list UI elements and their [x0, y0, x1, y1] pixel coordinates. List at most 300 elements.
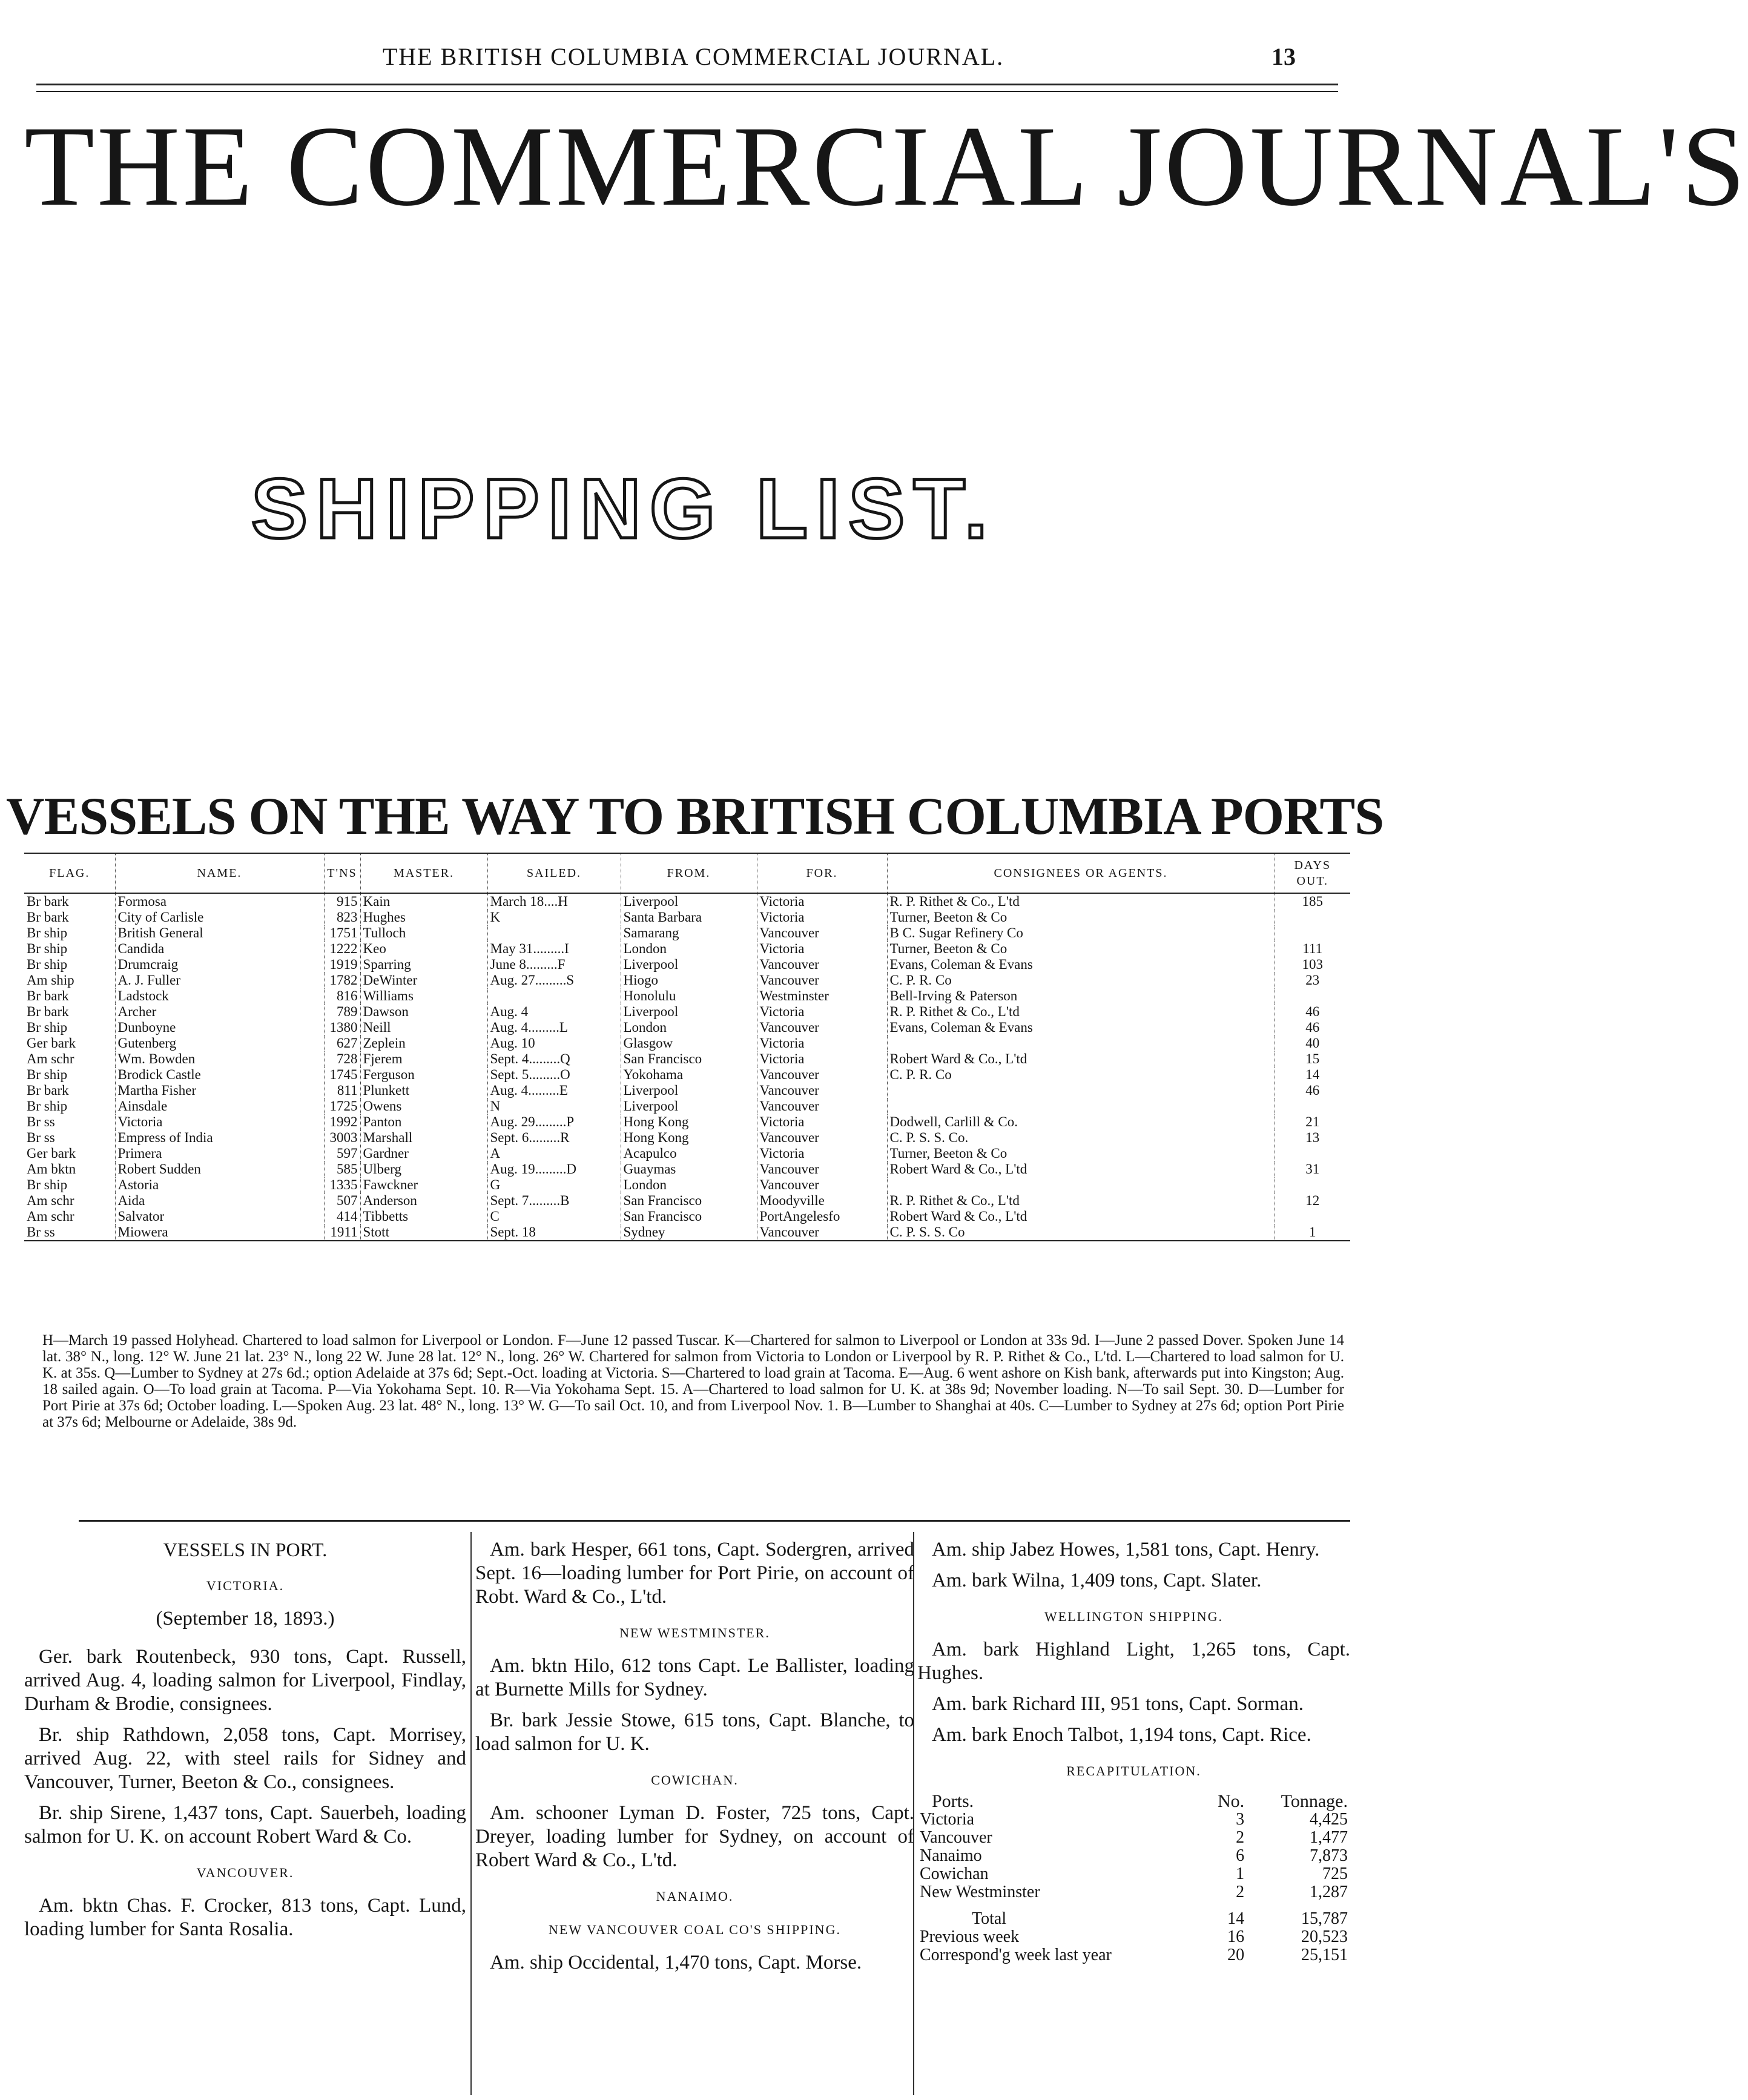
- vessel-master: Zeplein: [360, 1035, 487, 1051]
- vessel-from: Glasgow: [621, 1035, 757, 1051]
- recap-port: Vancouver: [920, 1828, 992, 1847]
- vessel-agents: Robert Ward & Co., L'td: [887, 1209, 1275, 1224]
- header-sailed: SAILED.: [487, 853, 621, 893]
- vessel-name: Brodick Castle: [115, 1067, 324, 1083]
- subhead-victoria: VICTORIA.: [206, 1578, 285, 1593]
- vessel-tons: 597: [324, 1146, 360, 1161]
- subhead-new-westminster: NEW WESTMINSTER.: [619, 1625, 770, 1640]
- vessel-name: Ladstock: [115, 988, 324, 1004]
- vessel-days-out: 46: [1275, 1004, 1350, 1020]
- vessel-name: Martha Fisher: [115, 1083, 324, 1098]
- vessel-from: Liverpool: [621, 1098, 757, 1114]
- vessel-agents: Robert Ward & Co., L'td: [887, 1161, 1275, 1177]
- recap-no: 20: [1227, 1946, 1245, 1964]
- vessel-notes: H—March 19 passed Holyhead. Chartered to load salmon for Liverpool or London. F—June 12 passed Tuscar. K—Chartered for salmon to Liverpool or London at 33s 9d. I—June 2 passed Dover. Spoken June 14 lat. 38° N., long. 12° W. June 21 lat. 23° N., long 22 W. June 28 lat. 12° N., long. 26° W. Chartered for salmon from Victoria to London or Liverpool by R. P. Rithet & Co., L'td. L—Chartered to load salmon for U. K. at 35s. Q—Lumber to Sydney at 27s 6d.; option Adelaide at 37s 6d; Sept.-Oct. loading at Victoria. S—Chartered to load grain at Tacoma. E—Aug. 6 went ashore on Kish bank, afterwards put into Kingston; Aug. 18 sailed again. O—To load grain at Tacoma. P—Via Yokohama Sept. 10. R—Via Yokohama Sept. 15. A—Chartered to load salmon for U. K. at 38s 9d; November loading. N—To sail Sept. 30. D—Lumber for Port Pirie at 37s 6d; October loading. L—Spoken Aug. 23 lat. 48° N., long. 13° W. G—To sail Oct. 10, and from Liverpool Nov. 1. B—Lumber to Shanghai at 40s. C—Lumber to Sydney at 27s 6d; option Port Pirie at 37s 6d; Melbourne or Adelaide, 38s 9d.: [42, 1332, 1344, 1430]
- vessel-master: Neill: [360, 1020, 487, 1035]
- vessel-flag: Br bark: [27, 1004, 69, 1019]
- vessel-master: Marshall: [360, 1130, 487, 1146]
- vessel-flag: Br bark: [27, 910, 69, 925]
- vessel-from: London: [621, 1020, 757, 1035]
- vessel-from: San Francisco: [621, 1209, 757, 1224]
- paragraph: Am. bark Enoch Talbot, 1,194 tons, Capt. Rice.: [932, 1724, 1311, 1746]
- column-three: [917, 1538, 1350, 1964]
- vessel-name: Robert Sudden: [115, 1161, 324, 1177]
- recap-tonnage: 20,523: [1301, 1927, 1348, 1946]
- recap-tonnage: 1,287: [1310, 1883, 1348, 1901]
- vessel-from: San Francisco: [621, 1051, 757, 1067]
- vessel-tons: 915: [324, 893, 360, 910]
- vessel-tons: 811: [324, 1083, 360, 1098]
- vessel-master: Plunkett: [360, 1083, 487, 1098]
- subhead-nanaimo: NANAIMO.: [656, 1889, 734, 1904]
- header-tons: T'NS: [324, 853, 360, 893]
- columns-rule-top: [79, 1520, 1350, 1522]
- vessel-agents: C. P. S. S. Co: [887, 1224, 1275, 1241]
- vessel-flag: Br ship: [27, 957, 68, 972]
- table-row: [24, 1035, 1350, 1051]
- vessel-flag: Ger bark: [27, 1035, 76, 1051]
- table-row: [24, 1067, 1350, 1083]
- vessel-name: Aida: [115, 1193, 324, 1209]
- vessel-name: Formosa: [115, 893, 324, 910]
- vessel-agents: C. P. R. Co: [887, 972, 1275, 988]
- vessel-master: Stott: [360, 1224, 487, 1241]
- vessel-from: Liverpool: [621, 1083, 757, 1098]
- vessel-tons: 1992: [324, 1114, 360, 1130]
- masthead: THE COMMERCIAL JOURNAL'S: [24, 103, 1748, 230]
- vessel-master: Tibbetts: [360, 1209, 487, 1224]
- vessel-agents: B C. Sugar Refinery Co: [887, 925, 1275, 941]
- vessel-days-out: 12: [1275, 1193, 1350, 1209]
- vessel-master: Gardner: [360, 1146, 487, 1161]
- vessel-tons: 728: [324, 1051, 360, 1067]
- vessel-from: Guaymas: [621, 1161, 757, 1177]
- table-row: [24, 1020, 1350, 1035]
- vessel-flag: Am schr: [27, 1209, 74, 1224]
- table-row: [24, 1224, 1350, 1241]
- subhead-coal-co-shipping: NEW VANCOUVER COAL CO'S SHIPPING.: [549, 1922, 841, 1937]
- vessel-days-out: 13: [1275, 1130, 1350, 1146]
- vessel-master: Dawson: [360, 1004, 487, 1020]
- vessel-sailed: Sept. 5.........O: [487, 1067, 621, 1083]
- header-for: FOR.: [757, 853, 887, 893]
- recap-port: Previous week: [920, 1927, 1020, 1946]
- vessel-for: Vancouver: [757, 972, 887, 988]
- vessel-tons: 1911: [324, 1224, 360, 1241]
- vessel-days-out: 31: [1275, 1161, 1350, 1177]
- vessel-sailed: [487, 925, 621, 941]
- vessel-tons: 585: [324, 1161, 360, 1177]
- vessel-agents: [887, 1177, 1275, 1193]
- paragraph: Am. ship Jabez Howes, 1,581 tons, Capt. Henry.: [932, 1539, 1320, 1560]
- vessel-days-out: 40: [1275, 1035, 1350, 1051]
- vessel-flag: Ger bark: [27, 1146, 76, 1161]
- vessel-days-out: [1275, 1209, 1350, 1224]
- vessels-table: [24, 853, 1350, 1241]
- shipping-list-title: SHIPPING LIST.: [251, 461, 997, 556]
- vessel-days-out: 46: [1275, 1083, 1350, 1098]
- recap-total-row: [917, 1901, 1350, 1928]
- vessel-name: Wm. Bowden: [115, 1051, 324, 1067]
- header-name: NAME.: [115, 853, 324, 893]
- recap-no: 1: [1236, 1864, 1245, 1883]
- vessel-agents: Robert Ward & Co., L'td: [887, 1051, 1275, 1067]
- vessel-from: Liverpool: [621, 893, 757, 910]
- paragraph: Am. bktn Chas. F. Crocker, 813 tons, Capt. Lund, loading lumber for Santa Rosalia.: [24, 1895, 466, 1940]
- table-row: [24, 1130, 1350, 1146]
- vessel-sailed: Aug. 4.........L: [487, 1020, 621, 1035]
- vessel-tons: 1782: [324, 972, 360, 988]
- paragraph: Am. bark Richard III, 951 tons, Capt. Sorman.: [932, 1693, 1304, 1715]
- recap-row: [917, 1811, 1350, 1829]
- recap-row: [917, 1847, 1350, 1865]
- vessel-agents: [887, 1035, 1275, 1051]
- recap-header-ports: Ports.: [932, 1791, 974, 1811]
- vessel-for: Vancouver: [757, 957, 887, 972]
- vessel-days-out: [1275, 1098, 1350, 1114]
- vessel-agents: Evans, Coleman & Evans: [887, 957, 1275, 972]
- vessel-sailed: March 18....H: [487, 893, 621, 910]
- vessel-master: DeWinter: [360, 972, 487, 988]
- recap-body: [917, 1811, 1350, 1901]
- vessel-name: A. J. Fuller: [115, 972, 324, 988]
- vessel-master: Fjerem: [360, 1051, 487, 1067]
- vessel-for: Vancouver: [757, 1161, 887, 1177]
- vessel-name: British General: [115, 925, 324, 941]
- vessel-sailed: Sept. 4.........Q: [487, 1051, 621, 1067]
- vessel-for: Victoria: [757, 1035, 887, 1051]
- recap-port: Cowichan: [920, 1864, 989, 1883]
- vessel-name: Archer: [115, 1004, 324, 1020]
- table-row: [24, 1114, 1350, 1130]
- paragraph: Am. ship Occidental, 1,470 tons, Capt. Morse.: [490, 1952, 862, 1973]
- header-days: DAYS OUT.: [1275, 853, 1350, 893]
- vessel-for: Vancouver: [757, 1098, 887, 1114]
- subhead-wellington: WELLINGTON SHIPPING.: [1044, 1609, 1224, 1624]
- vessels-heading: VESSELS ON THE WAY TO BRITISH COLUMBIA PORTS: [6, 787, 1384, 846]
- recap-port: New Westminster: [920, 1883, 1040, 1901]
- vessel-from: Sydney: [621, 1224, 757, 1241]
- vessel-from: Honolulu: [621, 988, 757, 1004]
- vessel-master: Owens: [360, 1098, 487, 1114]
- vessel-days-out: 1: [1275, 1224, 1350, 1241]
- vessel-agents: Bell-Irving & Paterson: [887, 988, 1275, 1004]
- recap-no: 2: [1236, 1828, 1245, 1847]
- vessel-agents: Dodwell, Carlill & Co.: [887, 1114, 1275, 1130]
- vessel-flag: Am bktn: [27, 1161, 76, 1177]
- vessel-name: Victoria: [115, 1114, 324, 1130]
- vessel-for: Vancouver: [757, 1067, 887, 1083]
- table-row: [24, 957, 1350, 972]
- vessel-agents: Turner, Beeton & Co: [887, 1146, 1275, 1161]
- vessel-master: Anderson: [360, 1193, 487, 1209]
- recap-table: [917, 1792, 1350, 1964]
- vessel-flag: Br bark: [27, 894, 69, 909]
- vessel-master: Sparring: [360, 957, 487, 972]
- vessel-tons: 1919: [324, 957, 360, 972]
- vessel-flag: Br ship: [27, 1177, 68, 1192]
- vessel-name: Ainsdale: [115, 1098, 324, 1114]
- vessel-flag: Am schr: [27, 1051, 74, 1066]
- recap-no: 16: [1227, 1927, 1245, 1946]
- vessel-days-out: 111: [1275, 941, 1350, 957]
- recap-tonnage: 7,873: [1310, 1846, 1348, 1865]
- vessel-flag: Br bark: [27, 988, 69, 1003]
- paragraph: Am. bark Highland Light, 1,265 tons, Capt. Hughes.: [917, 1639, 1350, 1684]
- recap-total-row: [917, 1928, 1350, 1946]
- vessel-flag: Br ss: [27, 1130, 55, 1145]
- recap-row: [917, 1829, 1350, 1847]
- vessel-sailed: [487, 988, 621, 1004]
- vessel-from: San Francisco: [621, 1193, 757, 1209]
- table-row: [24, 1051, 1350, 1067]
- vessel-for: Vancouver: [757, 1083, 887, 1098]
- vessel-from: London: [621, 1177, 757, 1193]
- vessel-from: Hong Kong: [621, 1114, 757, 1130]
- recap-header-tonnage: Tonnage.: [1281, 1791, 1348, 1811]
- recap-row: [917, 1883, 1350, 1901]
- recap-port: Victoria: [920, 1810, 975, 1829]
- vessel-agents: C. P. R. Co: [887, 1067, 1275, 1083]
- recap-port: Total: [972, 1909, 1007, 1928]
- vessel-days-out: [1275, 925, 1350, 941]
- vessel-for: Victoria: [757, 1004, 887, 1020]
- vessel-sailed: Sept. 18: [487, 1224, 621, 1241]
- vessel-for: Victoria: [757, 941, 887, 957]
- vessel-flag: Br ship: [27, 1098, 68, 1114]
- vessel-for: Victoria: [757, 1146, 887, 1161]
- vessel-for: Victoria: [757, 893, 887, 910]
- vessel-flag: Am ship: [27, 972, 74, 988]
- vessel-for: Westminster: [757, 988, 887, 1004]
- table-row: [24, 1146, 1350, 1161]
- recap-port: Nanaimo: [920, 1846, 982, 1865]
- vessels-table-body: [24, 893, 1350, 1241]
- vessel-name: Empress of India: [115, 1130, 324, 1146]
- dateline: (September 18, 1893.): [156, 1608, 335, 1629]
- vessel-from: Samarang: [621, 925, 757, 941]
- vessel-name: Salvator: [115, 1209, 324, 1224]
- recap-totals: [917, 1901, 1350, 1964]
- vessel-days-out: [1275, 1146, 1350, 1161]
- paragraph: Br. bark Jessie Stowe, 615 tons, Capt. Blanche, to load salmon for U. K.: [475, 1709, 914, 1755]
- recap-header-no: No.: [1217, 1791, 1245, 1811]
- vessel-name: Candida: [115, 941, 324, 957]
- vessel-sailed: May 31.........I: [487, 941, 621, 957]
- paragraph: Am. bark Hesper, 661 tons, Capt. Sodergren, arrived Sept. 16—loading lumber for Port Pirie, on account of Robt. Ward & Co., L'td.: [475, 1539, 914, 1608]
- vessel-tons: 3003: [324, 1130, 360, 1146]
- recap-tonnage: 15,787: [1301, 1909, 1348, 1928]
- vessel-name: Gutenberg: [115, 1035, 324, 1051]
- vessel-from: Hong Kong: [621, 1130, 757, 1146]
- vessel-agents: R. P. Rithet & Co., L'td: [887, 893, 1275, 910]
- paragraph: Br. ship Sirene, 1,437 tons, Capt. Sauerbeh, loading salmon for U. K. on account Robert Ward & Co.: [24, 1802, 466, 1847]
- vessel-sailed: K: [487, 910, 621, 925]
- header-master: MASTER.: [360, 853, 487, 893]
- vessel-tons: 789: [324, 1004, 360, 1020]
- recap-no: 6: [1236, 1846, 1245, 1865]
- vessel-tons: 1751: [324, 925, 360, 941]
- vessel-for: Vancouver: [757, 1130, 887, 1146]
- vessel-name: Miowera: [115, 1224, 324, 1241]
- vessel-from: Hiogo: [621, 972, 757, 988]
- column-two: [475, 1538, 914, 1982]
- vessel-tons: 1335: [324, 1177, 360, 1193]
- vessel-flag: Br bark: [27, 1083, 69, 1098]
- recap-no: 14: [1227, 1909, 1245, 1928]
- subhead-vancouver: VANCOUVER.: [196, 1865, 294, 1880]
- vessel-for: Victoria: [757, 910, 887, 925]
- vessel-days-out: [1275, 910, 1350, 925]
- table-row: [24, 1209, 1350, 1224]
- vessel-sailed: June 8.........F: [487, 957, 621, 972]
- vessel-for: PortAngelesfo: [757, 1209, 887, 1224]
- vessel-for: Vancouver: [757, 1224, 887, 1241]
- vessel-flag: Br ship: [27, 1020, 68, 1035]
- vessel-tons: 816: [324, 988, 360, 1004]
- vessel-sailed: Sept. 6.........R: [487, 1130, 621, 1146]
- vessel-from: Liverpool: [621, 1004, 757, 1020]
- vessel-sailed: Aug. 4.........E: [487, 1083, 621, 1098]
- vessel-days-out: 15: [1275, 1051, 1350, 1067]
- vessel-flag: Am schr: [27, 1193, 74, 1208]
- table-row: [24, 1193, 1350, 1209]
- recap-no: 2: [1236, 1883, 1245, 1901]
- recap-port: Correspond'g week last year: [920, 1946, 1112, 1964]
- table-row: [24, 941, 1350, 957]
- paragraph: Am. schooner Lyman D. Foster, 725 tons, Capt. Dreyer, loading lumber for Sydney, on account of Robert Ward & Co., L'td.: [475, 1802, 914, 1871]
- vessel-days-out: [1275, 1177, 1350, 1193]
- vessel-agents: Turner, Beeton & Co: [887, 910, 1275, 925]
- vessel-agents: Turner, Beeton & Co: [887, 941, 1275, 957]
- recap-total-row: [917, 1946, 1350, 1964]
- vessel-master: Fawckner: [360, 1177, 487, 1193]
- vessel-name: Astoria: [115, 1177, 324, 1193]
- paragraph: Ger. bark Routenbeck, 930 tons, Capt. Russell, arrived Aug. 4, loading salmon for Liverpool, Findlay, Durham & Brodie, consignees.: [24, 1646, 466, 1715]
- vessel-from: Liverpool: [621, 957, 757, 972]
- table-row: [24, 1083, 1350, 1098]
- column-vessels-in-port: [24, 1538, 466, 1949]
- paragraph: Am. bark Wilna, 1,409 tons, Capt. Slater.: [932, 1570, 1262, 1591]
- vessel-flag: Br ss: [27, 1114, 55, 1129]
- vessel-from: London: [621, 941, 757, 957]
- vessel-for: Vancouver: [757, 1177, 887, 1193]
- vessel-sailed: Aug. 10: [487, 1035, 621, 1051]
- vessel-days-out: 46: [1275, 1020, 1350, 1035]
- table-row: [24, 925, 1350, 941]
- vessel-tons: 627: [324, 1035, 360, 1051]
- vessel-agents: [887, 1083, 1275, 1098]
- vessel-agents: R. P. Rithet & Co., L'td: [887, 1004, 1275, 1020]
- vessel-name: City of Carlisle: [115, 910, 324, 925]
- vessel-flag: Br ship: [27, 925, 68, 940]
- recap-header-row: [917, 1792, 1350, 1811]
- table-row: [24, 1004, 1350, 1020]
- vessel-from: Santa Barbara: [621, 910, 757, 925]
- vessel-master: Panton: [360, 1114, 487, 1130]
- vessel-days-out: [1275, 988, 1350, 1004]
- vessel-for: Victoria: [757, 1114, 887, 1130]
- vessel-sailed: Aug. 4: [487, 1004, 621, 1020]
- vessel-master: Tulloch: [360, 925, 487, 941]
- vessel-sailed: Sept. 7.........B: [487, 1193, 621, 1209]
- page-number: 13: [1271, 43, 1296, 70]
- vessels-in-port-title: VESSELS IN PORT.: [163, 1539, 328, 1560]
- subhead-recapitulation: RECAPITULATION.: [1066, 1763, 1201, 1778]
- vessel-sailed: G: [487, 1177, 621, 1193]
- vessel-sailed: Aug. 19.........D: [487, 1161, 621, 1177]
- header-rule-top: [36, 84, 1338, 85]
- vessel-for: Vancouver: [757, 1020, 887, 1035]
- table-row: [24, 972, 1350, 988]
- header-flag: FLAG.: [24, 853, 115, 893]
- vessel-days-out: 103: [1275, 957, 1350, 972]
- vessel-agents: [887, 1098, 1275, 1114]
- vessel-sailed: A: [487, 1146, 621, 1161]
- table-row: [24, 1161, 1350, 1177]
- vessel-name: Drumcraig: [115, 957, 324, 972]
- vessel-agents: R. P. Rithet & Co., L'td: [887, 1193, 1275, 1209]
- subhead-cowichan: COWICHAN.: [651, 1772, 739, 1788]
- vessel-sailed: C: [487, 1209, 621, 1224]
- vessel-name: Primera: [115, 1146, 324, 1161]
- vessel-tons: 507: [324, 1193, 360, 1209]
- vessel-tons: 1725: [324, 1098, 360, 1114]
- table-row: [24, 1177, 1350, 1193]
- table-row: [24, 1098, 1350, 1114]
- vessel-tons: 1745: [324, 1067, 360, 1083]
- vessel-flag: Br ship: [27, 1067, 68, 1082]
- vessel-name: Dunboyne: [115, 1020, 324, 1035]
- recap-no: 3: [1236, 1810, 1245, 1829]
- vessel-agents: Evans, Coleman & Evans: [887, 1020, 1275, 1035]
- vessel-master: Kain: [360, 893, 487, 910]
- vessel-master: Keo: [360, 941, 487, 957]
- vessel-master: Ulberg: [360, 1161, 487, 1177]
- vessel-flag: Br ship: [27, 941, 68, 956]
- recap-row: [917, 1865, 1350, 1883]
- vessel-from: Yokohama: [621, 1067, 757, 1083]
- vessel-tons: 1380: [324, 1020, 360, 1035]
- vessel-sailed: N: [487, 1098, 621, 1114]
- header-rule-bottom: [36, 91, 1338, 92]
- vessel-tons: 414: [324, 1209, 360, 1224]
- vessel-tons: 823: [324, 910, 360, 925]
- vessel-days-out: 23: [1275, 972, 1350, 988]
- vessel-days-out: 14: [1275, 1067, 1350, 1083]
- vessel-master: Ferguson: [360, 1067, 487, 1083]
- paragraph: Br. ship Rathdown, 2,058 tons, Capt. Morrisey, arrived Aug. 22, with steel rails for Sidney and Vancouver, Turner, Beeton & Co., consignees.: [24, 1724, 466, 1793]
- vessel-for: Victoria: [757, 1051, 887, 1067]
- header-agents: CONSIGNEES OR AGENTS.: [887, 853, 1275, 893]
- column-divider-1: [470, 1532, 472, 2095]
- recap-tonnage: 4,425: [1310, 1810, 1348, 1829]
- vessel-sailed: Aug. 29.........P: [487, 1114, 621, 1130]
- table-row: [24, 910, 1350, 925]
- table-header-row: [24, 853, 1350, 893]
- vessel-flag: Br ss: [24, 1224, 115, 1241]
- vessel-master: Hughes: [360, 910, 487, 925]
- vessel-from: Acapulco: [621, 1146, 757, 1161]
- vessel-days-out: 21: [1275, 1114, 1350, 1130]
- running-head: THE BRITISH COLUMBIA COMMERCIAL JOURNAL.: [382, 43, 1004, 70]
- vessel-for: Moodyville: [757, 1193, 887, 1209]
- vessel-agents: C. P. S. S. Co.: [887, 1130, 1275, 1146]
- vessel-days-out: 185: [1275, 893, 1350, 910]
- recap-tonnage: 1,477: [1310, 1828, 1348, 1847]
- paragraph: Am. bktn Hilo, 612 tons Capt. Le Ballister, loading at Burnette Mills for Sydney.: [475, 1655, 914, 1700]
- table-row: [24, 988, 1350, 1004]
